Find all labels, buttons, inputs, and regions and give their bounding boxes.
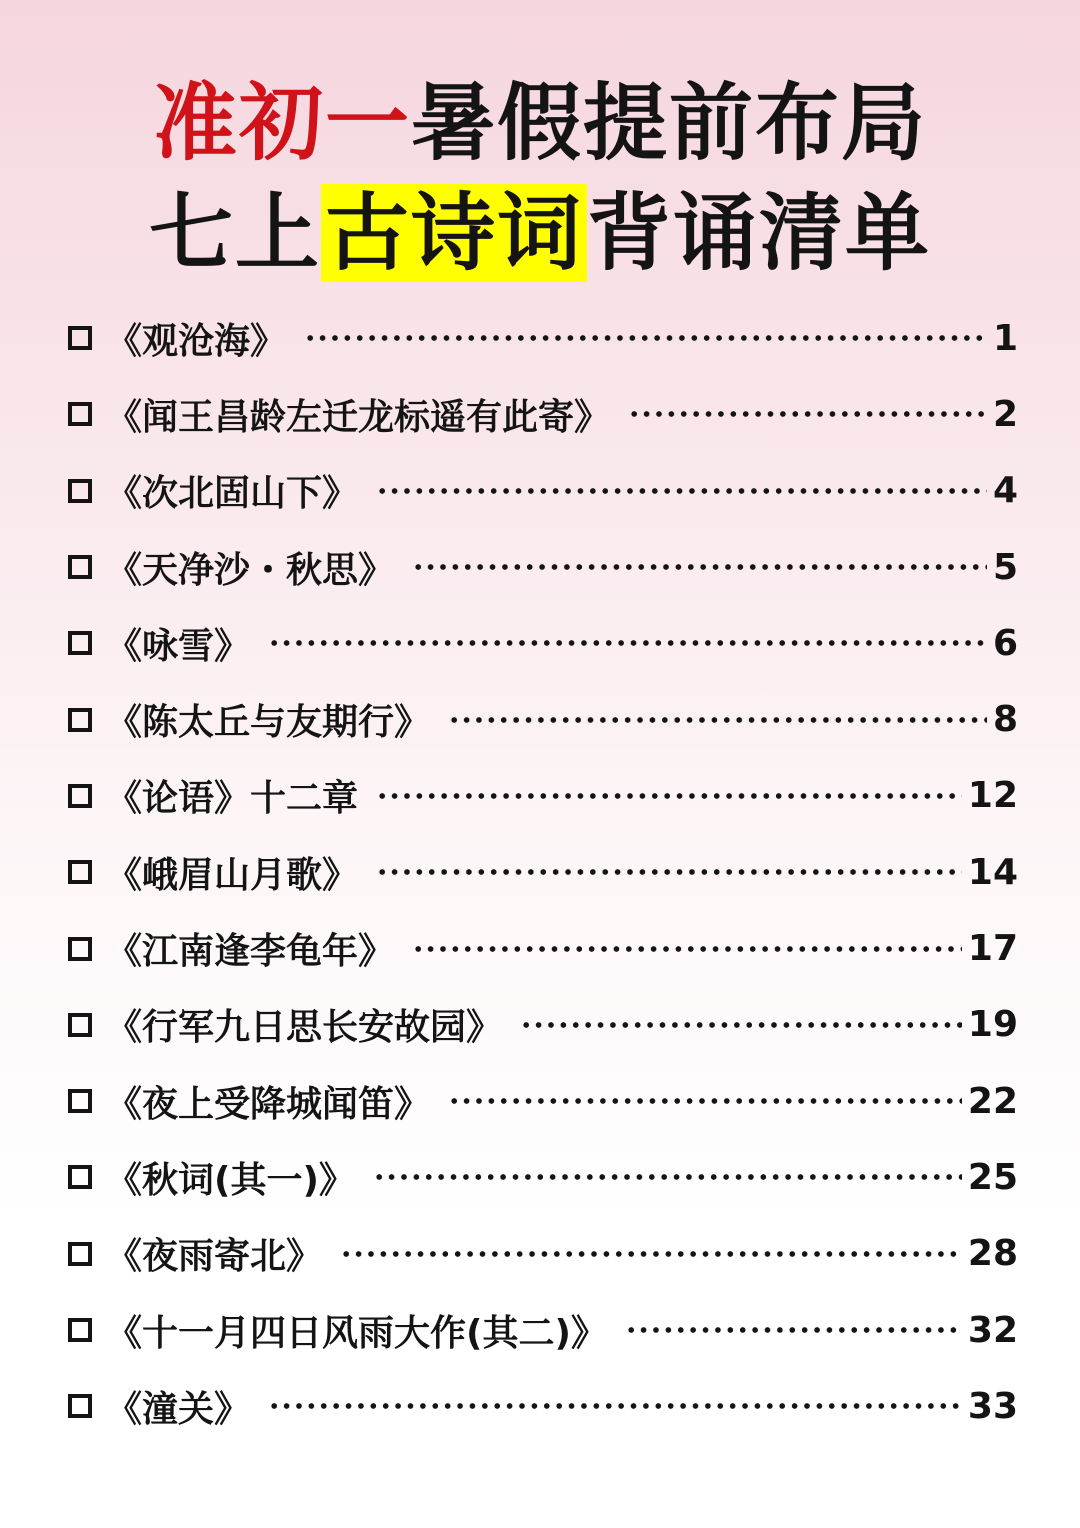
page-number: 2 [992, 393, 1018, 435]
page-title [0, 68, 1080, 288]
poem-title: 《行军九日思长安故园》 [106, 1007, 503, 1049]
list-item [68, 681, 1018, 757]
page-number: 6 [992, 622, 1018, 664]
page-number: 12 [967, 775, 1018, 817]
page-number: 1 [992, 317, 1018, 359]
list-item [68, 529, 1018, 605]
page-number: 19 [967, 1004, 1018, 1046]
page-number: 22 [967, 1080, 1018, 1122]
list-item [68, 1063, 1018, 1139]
poem-title: 《夜雨寄北》 [106, 1236, 323, 1278]
dot-leader [373, 1173, 962, 1181]
list-item [68, 1368, 1018, 1444]
checkbox[interactable] [68, 860, 92, 884]
checkbox[interactable] [68, 1394, 92, 1418]
dot-leader [376, 487, 987, 495]
dot-leader [412, 945, 962, 953]
title-accent-text: 准初一 [152, 74, 411, 172]
poem-title: 《论语》十二章 [106, 778, 359, 820]
dot-leader [625, 1326, 962, 1334]
checkbox[interactable] [68, 937, 92, 961]
dot-leader [268, 1402, 962, 1410]
page-number: 4 [992, 470, 1018, 512]
checkbox[interactable] [68, 1089, 92, 1113]
page-number: 32 [967, 1309, 1018, 1351]
list-item [68, 1216, 1018, 1292]
list-item [68, 758, 1018, 834]
list-item [68, 1139, 1018, 1215]
poem-title: 《天净沙・秋思》 [106, 549, 395, 591]
page-number: 33 [967, 1385, 1018, 1427]
list-item [68, 1292, 1018, 1368]
title-line-1-text: 暑假提前布局 [411, 74, 928, 172]
dot-leader [376, 792, 962, 800]
poem-title: 《咏雪》 [106, 625, 251, 667]
poem-title: 《峨眉山月歌》 [106, 854, 359, 896]
list-item [68, 987, 1018, 1063]
page-number: 17 [967, 928, 1018, 970]
dot-leader [412, 563, 987, 571]
dot-leader [448, 716, 987, 724]
dot-leader [448, 1097, 962, 1105]
title-line-2-suffix: 背诵清单 [587, 184, 932, 282]
checkbox[interactable] [68, 1013, 92, 1037]
page-number: 5 [992, 546, 1018, 588]
title-line-2 [0, 178, 1080, 288]
dot-leader [376, 868, 962, 876]
poem-title: 《江南逢李龟年》 [106, 931, 395, 973]
checkbox[interactable] [68, 784, 92, 808]
list-item [68, 300, 1018, 376]
list-item [68, 605, 1018, 681]
checkbox[interactable] [68, 402, 92, 426]
dot-leader [340, 1250, 962, 1258]
page-number: 14 [967, 851, 1018, 893]
poem-title: 《夜上受降城闻笛》 [106, 1083, 431, 1125]
poem-title: 《潼关》 [106, 1388, 251, 1430]
title-highlight-text: 古诗词 [321, 184, 587, 282]
poem-title: 《十一月四日风雨大作(其二)》 [106, 1312, 607, 1354]
list-item [68, 834, 1018, 910]
poem-title: 《观沧海》 [106, 320, 287, 362]
checkbox[interactable] [68, 1242, 92, 1266]
list-item [68, 453, 1018, 529]
poem-title: 《闻王昌龄左迁龙标遥有此寄》 [106, 396, 611, 438]
dot-leader [628, 410, 987, 418]
checkbox[interactable] [68, 708, 92, 732]
poem-title: 《陈太丘与友期行》 [106, 702, 431, 744]
title-line-1 [0, 68, 1080, 178]
poem-checklist [68, 300, 1018, 1444]
page-number: 25 [967, 1156, 1018, 1198]
list-item [68, 376, 1018, 452]
checkbox[interactable] [68, 1318, 92, 1342]
poem-title: 《次北固山下》 [106, 473, 359, 515]
title-line-2-prefix: 七上 [148, 184, 321, 282]
checkbox[interactable] [68, 1165, 92, 1189]
page-number: 28 [967, 1233, 1018, 1275]
dot-leader [268, 639, 987, 647]
page-number: 8 [992, 699, 1018, 741]
checkbox[interactable] [68, 631, 92, 655]
dot-leader [304, 334, 987, 342]
poem-title: 《秋词(其一)》 [106, 1159, 355, 1201]
list-item [68, 910, 1018, 986]
checkbox[interactable] [68, 479, 92, 503]
dot-leader [520, 1021, 962, 1029]
checkbox[interactable] [68, 555, 92, 579]
checkbox[interactable] [68, 326, 92, 350]
